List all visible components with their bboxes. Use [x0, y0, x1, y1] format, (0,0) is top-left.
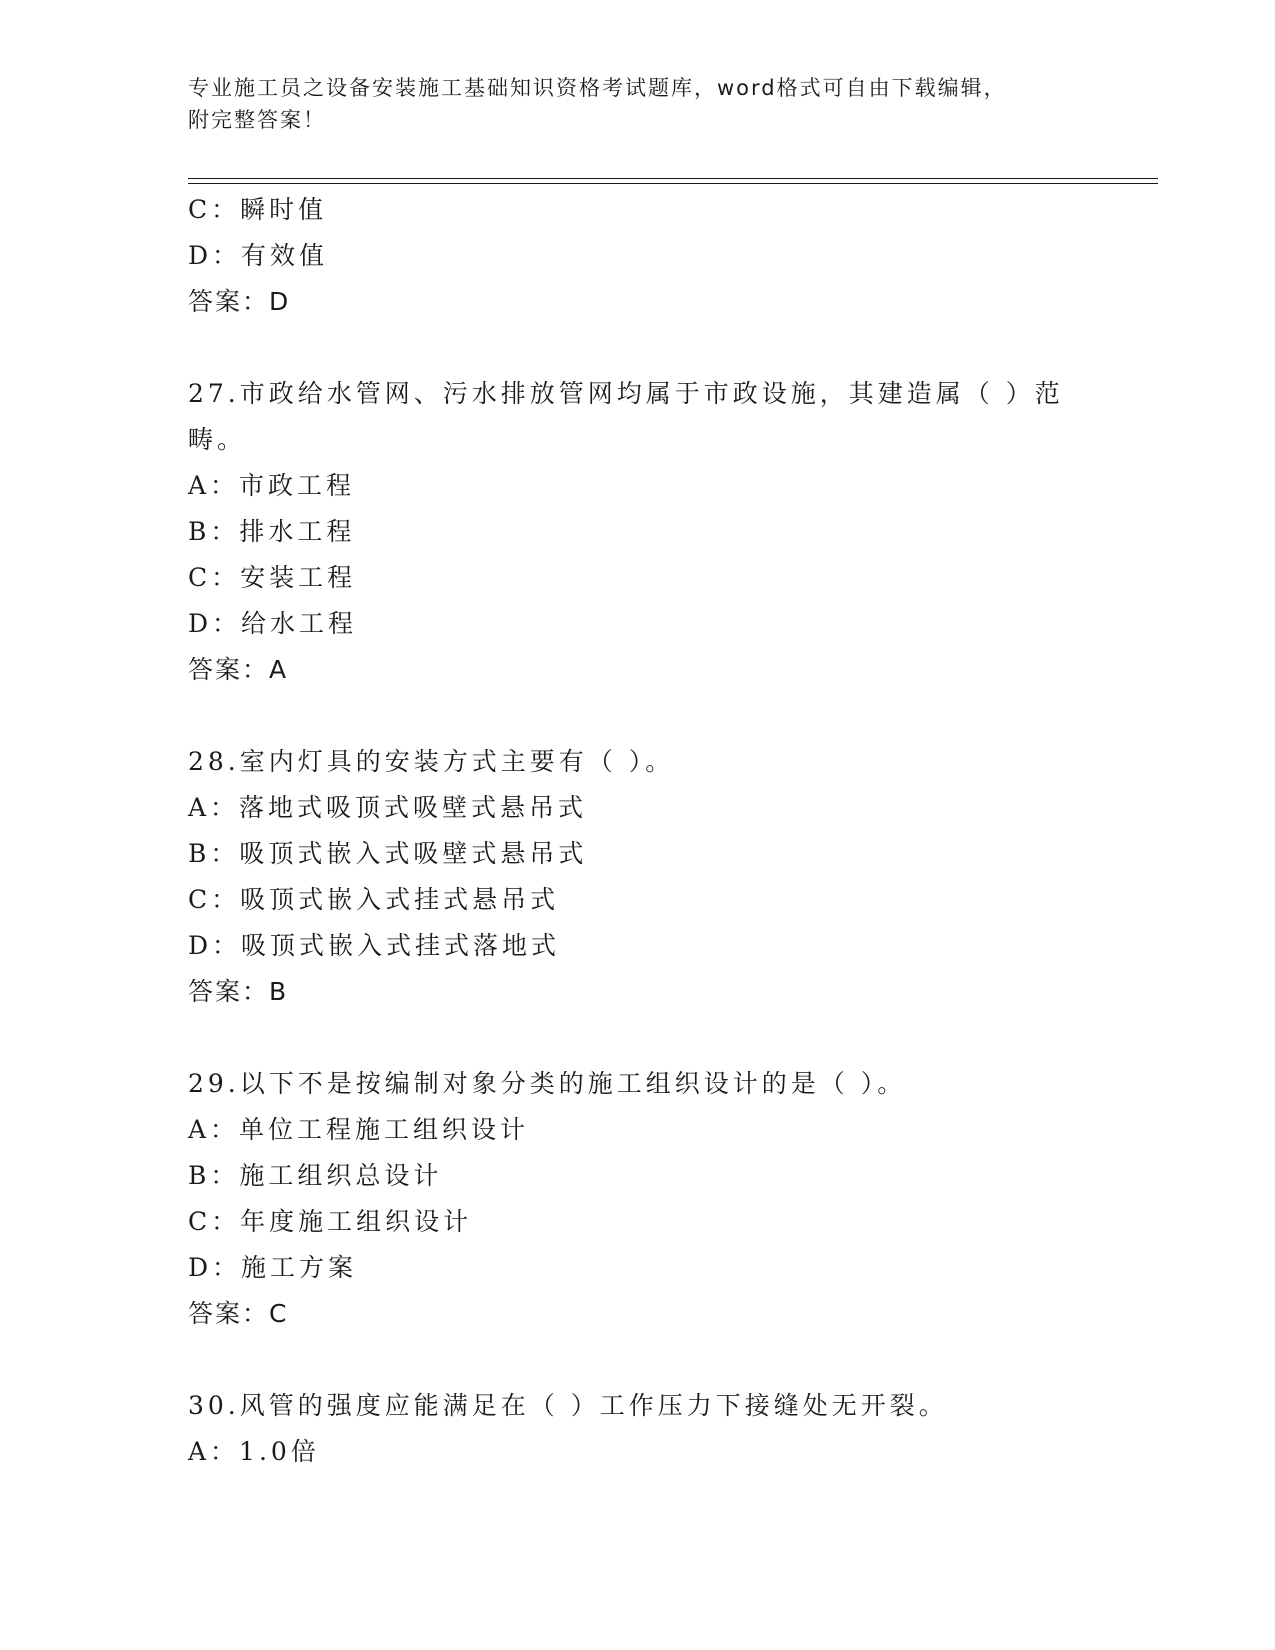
header-rule-bottom [188, 183, 1158, 184]
option-d: D：施工方案 [188, 1253, 358, 1282]
answer-label: 答案：D [188, 287, 291, 316]
spacer [188, 693, 1088, 739]
option-a: A：单位工程施工组织设计 [188, 1115, 530, 1144]
option-a: A：落地式吸顶式吸壁式悬吊式 [188, 793, 588, 822]
option-c: C：吸顶式嵌入式挂式悬吊式 [188, 885, 560, 914]
option-a: A：1.0倍 [188, 1437, 320, 1466]
answer-label: 答案：B [188, 977, 289, 1006]
question-30 [188, 1383, 1088, 1475]
question-stem: 30.风管的强度应能满足在（ ）工作压力下接缝处无开裂。 [188, 1391, 948, 1420]
question-stem: 27.市政给水管网、污水排放管网均属于市政设施，其建造属（ ）范 [188, 379, 1064, 408]
question-list [188, 187, 1088, 1475]
spacer [188, 1337, 1088, 1383]
answer-label: 答案：A [188, 655, 289, 684]
header-line-1: 专业施工员之设备安装施工基础知识资格考试题库，word格式可自由下载编辑， [188, 76, 1007, 100]
spacer [188, 1015, 1088, 1061]
option-b: B：排水工程 [188, 517, 356, 546]
option-c: C：安装工程 [188, 563, 357, 592]
spacer [188, 325, 1088, 371]
option-d: D：有效值 [188, 241, 329, 270]
answer-label: 答案：C [188, 1299, 289, 1328]
question-stem: 28.室内灯具的安装方式主要有（ ）。 [188, 747, 675, 776]
option-d: D：给水工程 [188, 609, 358, 638]
header-line-2: 附完整答案！ [188, 108, 326, 132]
question-27 [188, 371, 1088, 693]
option-c: C：瞬时值 [188, 195, 328, 224]
question-28 [188, 739, 1088, 1015]
question-29 [188, 1061, 1088, 1337]
option-a: A：市政工程 [188, 471, 356, 500]
question-stem-continued: 畴。 [188, 425, 247, 454]
document-header [188, 72, 1088, 136]
option-b: B：吸顶式嵌入式吸壁式悬吊式 [188, 839, 588, 868]
question-26-continuation [188, 187, 1088, 325]
option-d: D：吸顶式嵌入式挂式落地式 [188, 931, 561, 960]
header-rule-top [188, 178, 1158, 179]
question-stem: 29.以下不是按编制对象分类的施工组织设计的是（ ）。 [188, 1069, 907, 1098]
option-b: B：施工组织总设计 [188, 1161, 443, 1190]
option-c: C：年度施工组织设计 [188, 1207, 473, 1236]
